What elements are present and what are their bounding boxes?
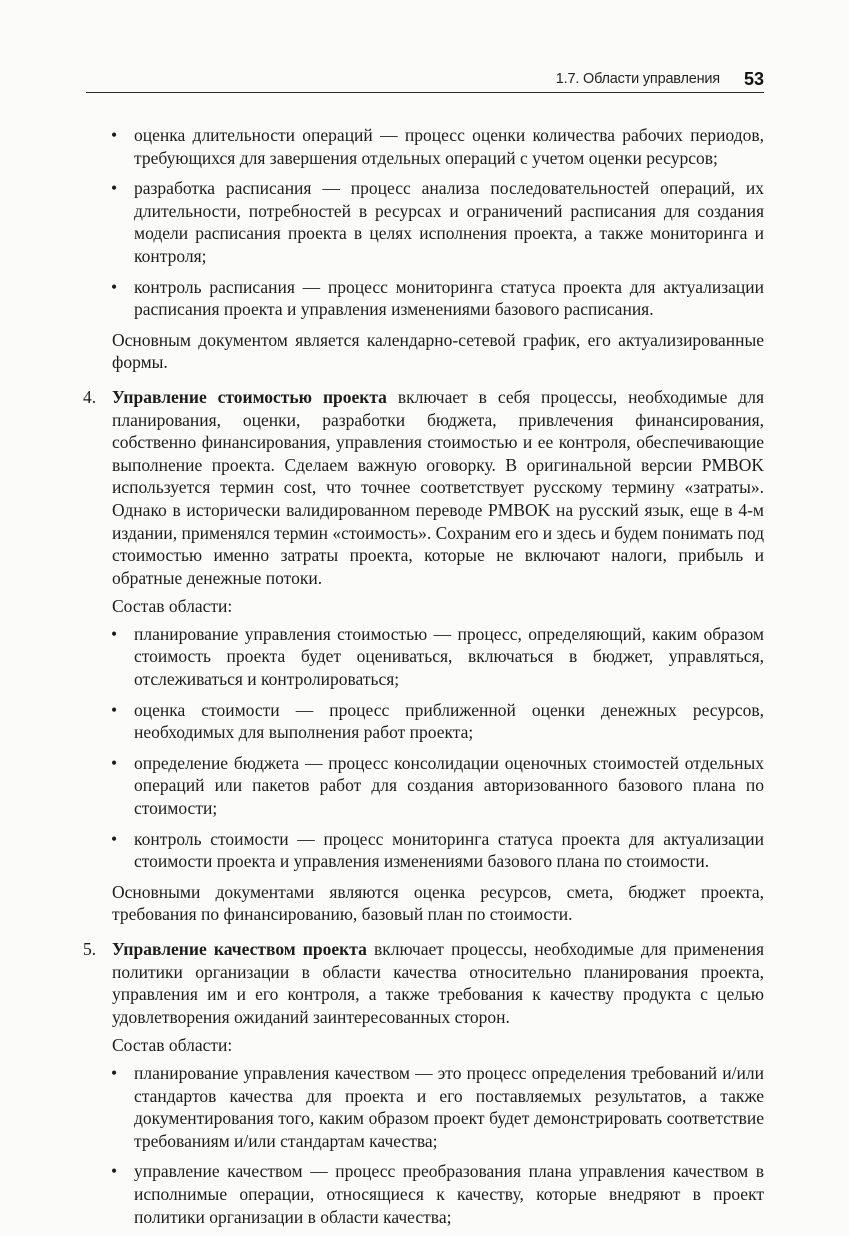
intro-bullet-list [86, 124, 764, 321]
bullet-icon: • [111, 125, 118, 145]
bullet-icon: • [111, 276, 118, 297]
section-5-text: включает процессы, необходимые для применения политики организации в области качества относительно планирования проекта, управления им и его контроля, а также требования к качеству продукта с целью удовлетворения ожиданий заинтересованных сторон. [112, 939, 765, 1027]
section-5-title: Управление качеством проекта [112, 939, 367, 959]
section-4-paragraph [83, 386, 764, 589]
list-item: • планирование управления стоимостью — процесс, определяющий, каким образом стоимость проекта будет оцениваться, включаться в бюджет, управляться, отслеживаться и контролироваться; [111, 623, 764, 690]
section-4-bullet-list [86, 623, 764, 873]
list-item: • контроль стоимости — процесс мониторинга статуса проекта для актуализации стоимости проекта и управления изменениями базового плана по стоимости. [111, 828, 764, 872]
list-item: • разработка расписания — процесс анализа последовательностей операций, их длительности, потребностей в ресурсах и ограничений расписания для создания модели расписания проекта в целях исполнения проекта, а также мониторинга и контроля; [111, 178, 764, 266]
section-5-composition-label: Состав области: [112, 1035, 233, 1056]
list-item: • управление качеством — процесс преобразования плана управления качеством в исполнимые операции, относящиеся к качеству, которые внедряют в проект политики организации в области качества; [111, 1161, 764, 1227]
bullet-icon: • [111, 623, 118, 644]
section-4-number: 4. [83, 386, 97, 407]
section-5-bullet-list [86, 1062, 764, 1228]
section-4-composition-label: Состав области: [112, 596, 233, 617]
list-item: • оценка длительности операций — процесс оценки количества рабочих периодов, требующихся для завершения отдельных операций с учетом оценки ресурсов; [111, 125, 764, 168]
list-item: • контроль расписания — процесс мониторинга статуса проекта для актуализации расписания проекта и управления изменениями базового расписания. [111, 276, 764, 320]
bullet-icon: • [111, 178, 118, 199]
section-4-text: включает в себя процессы, необходимые для планирования, оценки, разработки бюджета, привлечения финансирования, собственно финансирования, управления стоимостью и ее контроля, обеспечивающие выполнение проекта. Сделаем важную оговорку. В оригинальной версии PMBOK используется термин cost, что точнее соответствует русскому термину «затраты». Однако в исторически валидированном переводе PMBOK на русский язык, еще в 4-м издании, применялся термин «стоимость». Сохраним его и здесь и будем понимать под стоимостью именно затраты проекта, которые не включают налоги, прибыль и обратные денежные потоки. [112, 386, 764, 588]
bullet-icon: • [111, 699, 118, 720]
running-title: 1.7. Области управления [555, 71, 720, 87]
bullet-icon: • [111, 1161, 118, 1182]
bullet-icon: • [111, 1062, 118, 1083]
list-item: • определение бюджета — процесс консолидации оценочных стоимостей отдельных операций или пакетов работ для создания авторизованного базового плана по стоимости; [111, 752, 764, 819]
list-item: • планирование управления качеством — это процесс определения требований и/или стандартов качества для проекта и его поставляемых результатов, а также документирования того, каким образом проект будет демонстрировать соответствие требованиям и/или стандартам качества; [111, 1062, 764, 1151]
section-5-number: 5. [83, 939, 97, 959]
section-4-title: Управление стоимостью проекта [112, 386, 387, 407]
page-body [83, 124, 765, 1236]
bullet-icon: • [111, 828, 118, 849]
bullet-icon: • [111, 752, 118, 773]
page-header [86, 66, 764, 93]
section-4-documents-paragraph: Основными документами являются оценка ресурсов, смета, бюджет проекта, требования по финансированию, базовый план по стоимости. [112, 881, 764, 925]
list-item: • оценка стоимости — процесс приближенной оценки денежных ресурсов, необходимых для выполнения работ проекта; [111, 699, 764, 743]
page-number: 53 [743, 68, 764, 89]
section-5-paragraph [83, 938, 765, 1028]
intro-documents-paragraph: Основным документом является календарно-сетевой график, его актуализированные формы. [112, 329, 764, 373]
